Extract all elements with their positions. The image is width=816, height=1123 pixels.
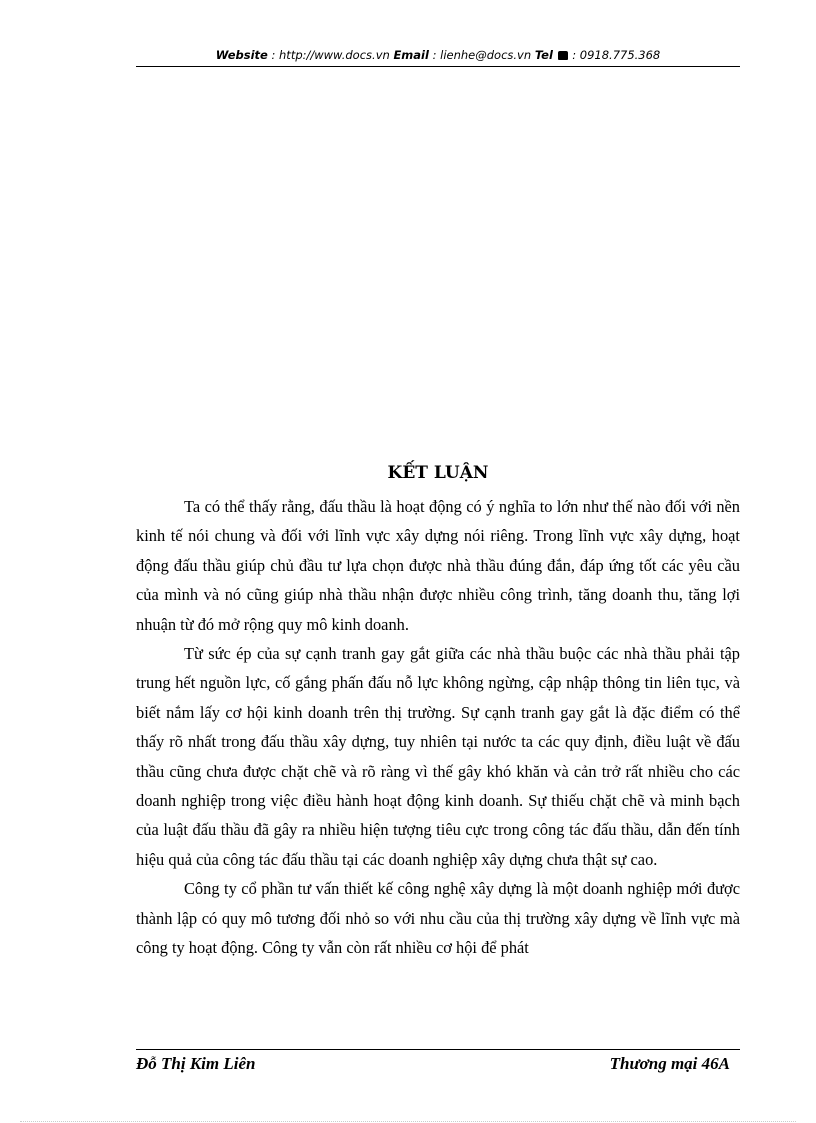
footer-author: Đỗ Thị Kim Liên (136, 1054, 256, 1073)
page-title: KẾT LUẬN (387, 463, 489, 483)
website-url[interactable]: http://www.docs.vn (279, 48, 390, 62)
paragraph-2: Từ sức ép của sự cạnh tranh gay gắt giữa các nhà thầu buộc các nhà thầu phải tập trung hết nguồn lực, cố gắng phấn đấu nỗ lực không ngừng, cập nhập thông tin liên tục, và biết nắm lấy cơ hội kinh doanh trên thị trường. Sự cạnh tranh gay gắt là đặc điểm có thể thấy rõ nhất trong đấu thầu xây dựng, tuy nhiên tại nước ta các quy định, điều luật về đấu thầu cũng chưa được chặt chẽ và rõ ràng vì thế gây khó khăn và cản trở rất nhiều cho các doanh nghiệp trong việc điều hành hoạt động kinh doanh. Sự thiếu chặt chẽ và minh bạch của luật đấu thầu đã gây ra nhiều hiện tượng tiêu cực trong công tác đấu thầu, dẫn đến tính hiệu quả của công tác đấu thầu tại các doanh nghiệp xây dựng chưa thật sự cao. (136, 644, 740, 869)
phone-icon (558, 51, 568, 60)
email-value[interactable]: lienhe@docs.vn (440, 48, 532, 62)
paragraph-3: Công ty cổ phần tư vấn thiết kế công nghệ xây dựng là một doanh nghiệp mới được thành lập có quy mô tương đối nhỏ so với nhu cầu của thị trường xây dựng về lĩnh vực mà công ty hoạt động. Công ty vẫn còn rất nhiều cơ hội để phát (136, 879, 740, 958)
tel-separator: : (568, 48, 580, 62)
footer-divider (136, 1049, 740, 1050)
page-bottom-border (20, 1121, 796, 1122)
page-footer (136, 1053, 740, 1075)
website-label: Website (215, 48, 268, 62)
email-separator: : (428, 48, 441, 62)
paragraph-1: Ta có thể thấy rằng, đấu thầu là hoạt động có ý nghĩa to lớn như thế nào đối với nền kinh tế nói chung và đối với lĩnh vực xây dựng nói riêng. Trong lĩnh vực xây dựng, hoạt động đấu thầu giúp chủ đầu tư lựa chọn được nhà thầu đúng đắn, đáp ứng tốt các yêu cầu của mình và nó cũng giúp nhà thầu nhận được nhiều công trình, tăng doanh thu, tăng lợi nhuận từ đó mở rộng quy mô kinh doanh. (136, 497, 740, 634)
website-separator: : (267, 48, 280, 62)
tel-label: Tel (534, 48, 553, 62)
page-header (136, 48, 740, 67)
document-body (136, 492, 740, 963)
email-label: Email (393, 48, 429, 62)
footer-class: Thương mại 46A (609, 1054, 730, 1073)
tel-value: 0918.775.368 (579, 48, 661, 62)
